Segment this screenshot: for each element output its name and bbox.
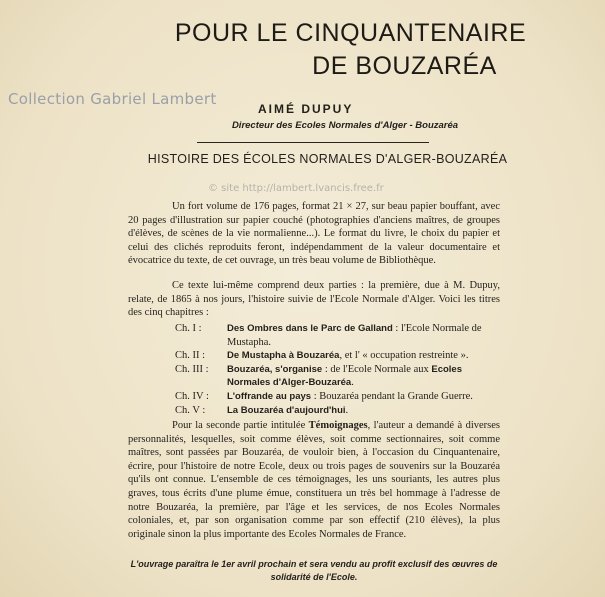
testimonies-text: , l'auteur a demandé à diverses personnalités, lesquelles, soit comme élèves, soit comme sectionnaires, soit comme maîtres, sont passées par Bouzaréa, de vouloir bien, à l'occasion du Cinquantenaire, écrire, pour l'histoire de notre Ecole, deux ou trois pages de souvenirs sur la Bouzaréa qu'ils ont connue. L'ensemble de ces témoignages, les uns souriants, les autres plus graves, tous écrits d'une plume émue, constituera un très bel hommage à l'adresse de notre Bouzaréa, la première, par l'âge et les services, de nos Ecoles Normales coloniales, et, par son organisation comme par son effectif (210 élèves), la plus originale sinon la plus importante des Ecoles Normales de France. (128, 420, 501, 540)
chapter-desc: : l'Ecole Normale de Mustapha. (227, 323, 482, 348)
title-line-2: DE BOUZARÉA (312, 52, 497, 80)
chapter-number: Ch. IV : (175, 390, 209, 402)
chapter-item (175, 404, 505, 418)
paragraph-text (128, 419, 500, 541)
paragraph-text: Ce texte lui-même comprend deux parties : la première, due à M. Dupuy, relate, de 1865 à nos jours, l'histoire suivie de l'Ecole Normale d'Alger. Voici les titres des cinq chapitres : (128, 280, 500, 319)
chapter-desc: , et l' « occupation restreinte ». (339, 350, 469, 362)
paragraph-contents (128, 279, 500, 320)
chapter-title: L'offrande au pays (227, 390, 312, 402)
site-watermark: © site http://lambert.lvancis.free.fr (208, 183, 384, 194)
chapter-number: Ch. I : (175, 323, 202, 334)
chapter-title: Des Ombres dans le Parc de Galland (227, 323, 393, 334)
title-line-1: POUR LE CINQUANTENAIRE (174, 19, 527, 47)
chapter-title-2: Ecoles Normales d'Alger-Bouzaréa (227, 363, 463, 389)
testimonies-intro: Pour la seconde partie intitulée (172, 420, 309, 431)
chapter-desc: : de l'Ecole Normale aux (322, 363, 432, 375)
paragraph-testimonies (128, 419, 500, 541)
chapter-item (175, 322, 505, 349)
chapter-desc: : Bouzaréa pendant la Grande Guerre. (311, 390, 473, 402)
testimonies-label: Témoignages (308, 420, 368, 431)
chapter-title: La Bouzaréa d'aujourd'hui (227, 404, 346, 416)
chapter-number: Ch. III : (175, 363, 209, 375)
chapter-title: De Mustapha à Bouzaréa (227, 350, 340, 362)
chapter-number: Ch. V : (175, 404, 206, 416)
author-name: AIMÉ DUPUY (258, 102, 354, 116)
chapter-desc: . (345, 404, 349, 416)
author-role: Directeur des Ecoles Normales d'Alger - Bouzaréa (231, 120, 459, 131)
chapter-item (175, 390, 505, 404)
chapter-item (175, 363, 505, 390)
chapter-title: Bouzaréa, s'organise (227, 363, 323, 375)
chapter-item (175, 349, 505, 363)
paragraph-description (128, 200, 500, 268)
closing-note: L'ouvrage paraîtra le 1er avril prochain et sera vendu au profit exclusif des œuvres de solidarité de l'Ecole. (130, 559, 498, 582)
paragraph-text: Un fort volume de 176 pages, format 21 × 27, sur beau papier bouffant, avec 20 pages d'illustration sur papier couché (photographies d'anciens maîtres, de groupes d'élèves, de scènes de la vie normalienne...). Le format du livre, le choix du papier et celui des clichés reproduits feront, indépendamment de la valeur documentaire et évocatrice du texte, de cet ouvrage, un très beau volume de Bibliothèque. (128, 201, 500, 267)
chapter-desc-2: . (351, 377, 354, 389)
chapter-number: Ch. II : (175, 350, 206, 362)
book-title: HISTOIRE DES ÉCOLES NORMALES D'ALGER-BOUZARÉA (147, 152, 508, 166)
collection-watermark: Collection Gabriel Lambert (8, 90, 217, 108)
chapter-list (175, 322, 505, 417)
divider-rule (197, 142, 429, 143)
